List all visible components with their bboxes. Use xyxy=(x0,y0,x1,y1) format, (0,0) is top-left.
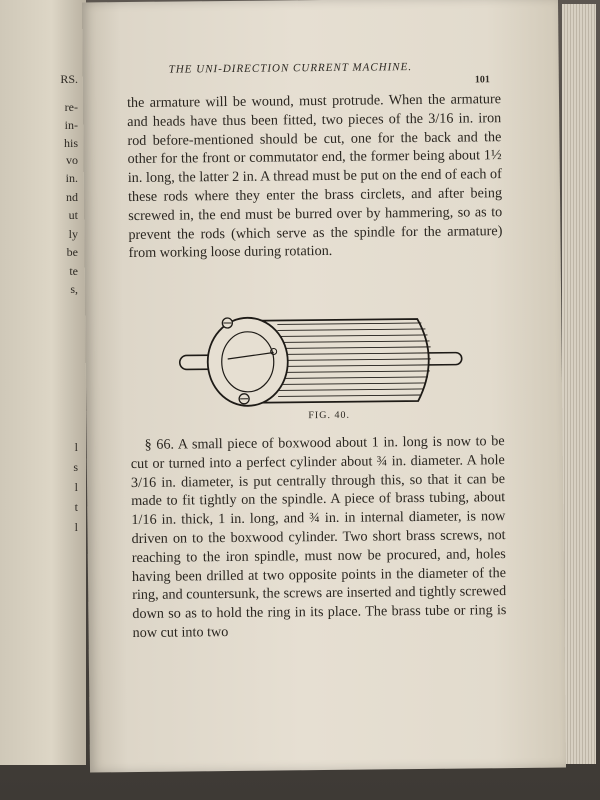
previous-page-fragment: l xyxy=(74,480,78,494)
previous-page-fragment: re- xyxy=(64,100,78,114)
previous-page-fragment: ly xyxy=(68,227,78,241)
paragraph-2: § 66. A small piece of boxwood about 1 in. long is now to be cut or turned into a perfect cylinder about ¾ in. diameter. A hole 3/16 in. diameter, is put centrally through this, so that it can be made to fit tightly on the spindle. A piece of brass tubing, about 1/16 in. thick, 1 in. long, and ¾ in. in internal diameter, is now driven on to the boxwood cylinder. Two short brass screws, not reaching to the iron spindle, must now be procured, and, holes having been drilled at two opposite points in the diameter of the ring, and countersunk, the screws are inserted and tightly screwed down so as to hold the ring in its place. The brass tube or ring is now cut into two xyxy=(130,433,507,641)
page-number: 101 xyxy=(474,74,490,86)
paragraph-1: the armature will be wound, must protrude. When the armature and heads have thus been fitted, two pieces of the 3/16 in. iron rod before-mentioned should be cut, one for the back and the other for the front or commutator end, the former being about 1½ in. long, the latter 2 in. A thread must be put on the end of each of these rods where they enter the brass circlets, and after being screwed in, the end must be burred over by hammering, so as to prevent the rods (which serve as the spindle for the armature) from working loose during rotation. xyxy=(126,91,503,262)
previous-page-fragment: vo xyxy=(66,153,78,167)
previous-page-fragment: s xyxy=(73,460,78,474)
previous-page-fragment: in- xyxy=(64,118,78,132)
previous-page-fragment: in. xyxy=(65,171,78,185)
previous-page-fragment: te xyxy=(69,264,78,278)
previous-page-fragment: nd xyxy=(66,190,78,204)
previous-page-fragment: l xyxy=(74,440,78,454)
book-page xyxy=(82,0,566,772)
previous-page-fragment: be xyxy=(66,245,78,259)
end-disc xyxy=(207,317,288,406)
figure-caption: FIG. 40. xyxy=(308,409,351,422)
previous-page xyxy=(0,0,86,765)
armature-figure xyxy=(177,308,478,411)
previous-page-fragment: RS. xyxy=(60,72,78,86)
previous-page-fragment: his xyxy=(63,136,78,150)
previous-page-fragment: l xyxy=(74,520,78,534)
page-edges xyxy=(562,4,596,764)
previous-page-fragment: ut xyxy=(68,208,78,222)
running-head: THE UNI-DIRECTION CURRENT MACHINE. xyxy=(168,61,413,76)
previous-page-fragment: t xyxy=(74,500,78,514)
previous-page-fragment: s, xyxy=(70,282,78,296)
